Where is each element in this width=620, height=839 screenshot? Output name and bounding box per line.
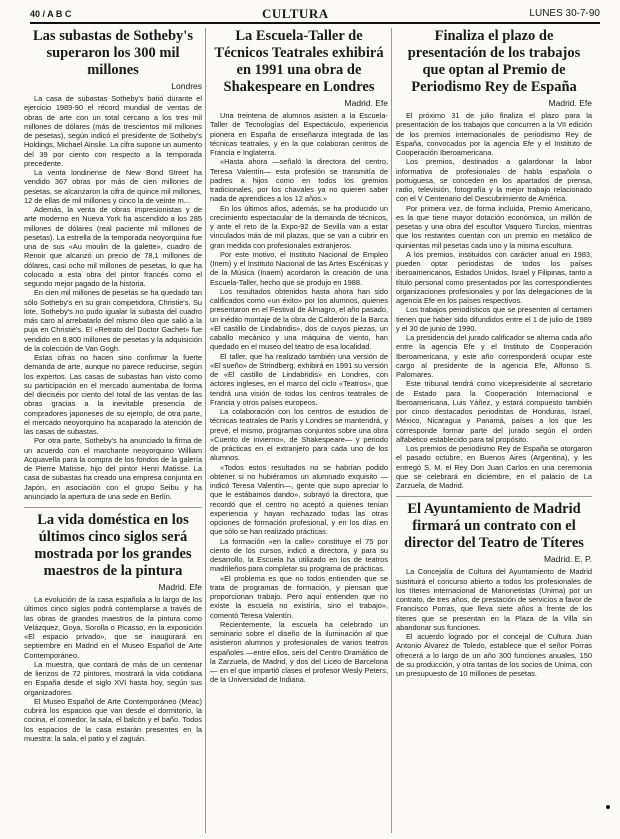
article-paragraph: En cien mil millones de pesetas se ha quedado tan sólo Sotheby's en su gran competidora, Christie's. Su lote, Sotheby's no pudo igualar la subasta del cuadro más caro al arrebatarlo del mismo óleo que salió a la puja en Christie's. El «Retrato del Doctor Gachet» fue vendido en 8.800 millones de pesetas y la adquisición de la colección de Van Gogh. [24, 288, 202, 353]
column-3 [396, 28, 592, 835]
margin-dot-mark [606, 805, 610, 809]
column-1 [24, 28, 202, 835]
article-premio-periodismo [396, 28, 592, 490]
page-header [30, 6, 600, 24]
article-headline: Las subastas de Sotheby's superaron los 300 mil millones [33, 28, 193, 78]
article-ayuntamiento-titeres [396, 496, 592, 678]
article-paragraph: Recientemente, la escuela ha celebrado un seminario sobre el diseño de la iluminación al que asistieron alumnos y profesionales de varios teatros españoles —entre ellos, seis del Centro Dramático de la Zarzuela, de Madrid, y dos del Liceo de Barcelona— en el que impartió clases el profesor Wesly Peters, de la Universidad de Indiana. [210, 619, 388, 685]
article-sothebys [24, 28, 202, 501]
article-paragraph: La colaboración con los centros de estudios de técnicas teatrales de París y Londres se mantendrá, y prevé, el mismo, programas conjuntos sobre una obra «Cuento de invierno», de Shakespeare— y periodo de prácticas en el extranjero para cada uno de los alumnos. [210, 407, 388, 463]
issue-date: LUNES 30-7-90 [529, 8, 600, 19]
article-paragraph: Este tribunal tendrá como vicepresidente al secretario de Estado para la Cooperación Internacional e Iberoamericana, Luis Yáñez, y estará compuesto también por cinco destacados periodistas de Honduras, Israel, México, Nicaragua y Panamá, países a los que les corresponde formar parte del jurado según el orden alfabético establecido para tal propósito. [396, 379, 592, 444]
article-paragraph: En los últimos años, además, se ha producido un crecimiento espectacular de la demanda de técnicos, y ante el reto de la Expo-92 de Sevilla van a estar vinculados más de mil plazas, que se van a cubrir en gran medida con profesionales extranjeros. [210, 203, 388, 250]
article-paragraph: Los trabajos periodísticos que se presenten al certamen tienen que haber sido difundidos entre el 1 de julio de 1989 y el 30 de junio de 1990. [396, 305, 592, 333]
article-headline: La Escuela-Taller de Técnicos Teatrales exhibirá en 1991 una obra de Shakespeare en Londres [214, 28, 384, 95]
article-headline: El Ayuntamiento de Madrid firmará un contrato con el director del Teatro de Títeres [404, 501, 584, 552]
article-headline: La vida doméstica en los últimos cinco siglos será mostrada por los grandes maestros de la pintura [34, 512, 192, 579]
article-paragraph: El Museo Español de Arte Contemporáneo (Meac) cubrirá los espacios que van desde el dormitorio, la cocina, el comedor, la sala, el balcón y el baño. Todos los espacios de la casa estarán presentes en la muestra: la sala, el patio y el zaguán. [24, 696, 202, 743]
article-paragraph: El acuerdo logrado por el concejal de Cultura Juan Antonio Álvarez de Toledo, establece que el señor Porras ofrecerá a lo largo de un año 300 funciones anuales, 150 de su producción, y otra tantas de los socios de Unima, con un presupuesto de 10 millones de pesetas. [396, 632, 592, 678]
article-paragraph: La muestra, que contará de más de un centenar de lienzos de 72 pintores, mostrará la vida cotidiana en España desde el siglo XVI hasta hoy, según sus organizadores. [24, 659, 202, 697]
article-vida-domestica [24, 507, 202, 743]
article-paragraph: «Hasta ahora —señaló la directora del centro, Teresa Valentín— esta profesión se transmitía de padres a hijos como en todos los gremios tradicionales, por los chavales ya no quieren saber nada de aprendices a los 12 años.» [210, 157, 388, 204]
article-paragraph: Por otra parte, Sotheby's ha anunciado la firma de un acuerdo con el marchante neoyorquino William Acquavella para la compra de los fondos de la galería de Pierre Matisse, hijo del pintor Henri Matisse. La casa de subastas ha creado una empresa conjunta en Japón, en asociación con el grupo Seibu y ha anunciado la apertura de una sede en Berlín. [24, 436, 202, 501]
article-byline: Madrid. Efe [158, 582, 202, 592]
article-paragraph: A los premios, instituidos con carácter anual en 1983, pueden optar periodistas de todos los países iberoamericanos, Estados Unidos, Israel y Filipinas, tanto a título personal como presentados por las correspondientes organizaciones profesionales y por las delegaciones de la agencia Efe en los países respectivos. [396, 249, 592, 305]
article-paragraph: La formación «en la calle» constituye el 75 por ciento de los cursos, indicó a directora, y para su desarrollo, la Escuela ha utilizado en los de teatros madrileños para completar su programa de prácticas. [210, 536, 388, 574]
article-paragraph: Los resultados obtenidos hasta ahora han sido calificados como «un éxito» por los alumnos, quienes presentaron en el Festival de Almagro, el año pasado, un inédito montaje de la obra de Calderón de la Barca «El castillo de Lindabridis», dos de cuyos piezas, un caballo mecánico y una máquina de viento, han quedado en el museo del teatro de esa localidad. [210, 286, 388, 352]
article-paragraph: Los premios, destinados a galardonar la labor informativa de profesionales de habla española o portuguesa, se conceden en los apartados de prensa, radio, televisión, fotografía y la mejor trabajo relacionado con el V Centenario del Descubrimiento de América. [396, 157, 592, 204]
section-title: CULTURA [262, 6, 329, 21]
article-paragraph: Por primera vez, de forma incluida, Premio Americano, es la que tiene mayor dotación económica, un millón de pesetas y una obra del escultor Vaquero Turcios, mientras que los restantes cuentan con un premio en metálico de quinientas mil pesetas cada uno y la misma escultura. [396, 203, 592, 250]
article-paragraph: La evolución de la casa española a lo largo de los últimos cinco siglos podrá contemplarse a través de las obras de grandes maestros de la pintura como Velázquez, Goya, Sorolla o Picasso, en la exposición «El espacio privado», que se inaugurará en septiembre en Madrid en el Museo Español de Arte Contemporáneo. [24, 595, 202, 660]
article-paragraph: «El problema es que no todos entienden que se trata de programas de formación, y piensan que proporcionan trabajo. Pero aquí entienden que no existe la escuela no existiría, sino el trabajo», comentó Teresa Valentín. [210, 573, 388, 620]
article-escuela-taller [210, 28, 388, 685]
article-paragraph: El taller, que ha realizado también una versión de «El sueño» de Strindberg, exhibirá en 1991 su versión de «El castillo de Lindabridis» en Londres, con actores ingleses, en el marco del ciclo «Teatros», que tendrá una visión de todos los centros teatrales de Francia y otros países europeos. [210, 351, 388, 407]
page-number: 40 / A B C [30, 9, 72, 19]
article-paragraph: La casa de subastas Sotheby's batió durante el ejercicio 1989-90 el récord mundial de ventas de obras de arte con un total cercano a los tres mil millones de dólares (más de trescientos mil millones de pesetas), según indicó el presidente de Sotheby's Holdings, Michael Ainslie. La cifra supone un aumento del 39 por ciento con respecto a la temporada precedente. [24, 94, 202, 168]
column-2 [210, 28, 388, 835]
column-divider [391, 28, 392, 833]
article-byline: Madrid. E. P. [543, 554, 592, 565]
article-paragraph: Además, la venta de obras impresionistas y de arte moderno en Nueva York ha ascendido a los 285 millones de dólares (real paciente mil millones de pesetas). La estrella de la temporada neoyorquina fue una de sus «Au moulin de la galette», cuadro de Renoir que alcanzó un precio de 78,1 millones de dólares, casi ocho mil millones de pesetas, lo que ha colocado a esta obra del pintor francés como el segundo mejor pagado de la historia. [24, 205, 202, 288]
article-paragraph: La venta londinense de New Bond Street ha vendido 367 obras por más de cien millones de pesetas, se alcanzaron la cifra de quince mil millones, 12 de ellas de mil millones y cinco la de veinte m... [24, 168, 202, 205]
article-paragraph: «Todos estos resultados no se habrían podido obtener si no hubiéramos un alumnado exquisito —indicó Teresa Valentín—, gente que supo apreciar lo que le estábamos dando», subrayó la directora, que recordó que el centro no aceptó a quienes tenían experiencia y hayan rechazado todas las otras opciones de formación profesional, y en los días en que sólo se han realizado prácticas. [210, 462, 388, 537]
article-paragraph: Los premios de periodismo Rey de España se otorgaron el pasado octubre, en Buenos Aires (Argentina), y les entregó S. M. el Rey Don Juan Carlos en una ceremonia que se celebrará en diciembre, en el palacio de La Zarzuela, de Madrid. [396, 444, 592, 490]
article-headline: Finaliza el plazo de presentación de los trabajos que optan al Premio de Periodismo Rey de España [407, 28, 581, 95]
column-divider [205, 28, 206, 833]
article-paragraph: La presidencia del jurado calificador se alterna cada año entre la agencia Efe y el Instituto de Cooperación Iberoamericana, y este año corresponderá ocupar este cargo al presidente de la agencia Efe, Alfonso S. Palomares. [396, 333, 592, 379]
article-paragraph: Estas cifras no hacen sino confirmar la fuerte demanda de arte, aunque no parece reducirse, según los expertos. Las casas de subastas han visto como su participación en el mercado aumentaba de forma del dieciséis por ciento del total de las ventas de las obras gracias a la inevitable presencia de compradores japoneses de su ejemplo, de otra parte, el mercado neoyorquino ha acaparado la atención de las casas de subastas. [24, 353, 202, 436]
article-byline: Londres [171, 81, 202, 91]
article-paragraph: El próximo 31 de julio finaliza el plazo para la presentación de los trabajos que concurren a la VII edición de los premios internacionales de periodismo Rey de España, convocados por la agencia Efe y el Instituto de Cooperación Iberoamericana. [396, 111, 592, 157]
article-paragraph: Una treintena de alumnos asisten a la Escuela-Taller de Tecnologías del Espectáculo, experiencia pionera en España de enseñanza integrada de las técnicas teatrales, y en la que colaboran centros de Francia e Inglaterra. [210, 111, 388, 157]
article-byline: Madrid. Efe [548, 98, 592, 108]
article-paragraph: Por este motivo, el Instituto Nacional de Empleo (Inem) y el Instituto Nacional de las Artes Escénicas y de la Música (Inaem) acordaron la creación de una Escuela-Taller, hecho que se produjo en 1988. [210, 249, 388, 287]
article-paragraph: La Concejalía de Cultura del Ayuntamiento de Madrid sustituirá el concurso abierto a todos los profesionales de los títeres internacional de Marionetistas (Unima) por un contrato, de tres años, de prestación de servicios a favor de Francisco Porras, que lleva siete años a frente de los títeres que se presentan en la Plaza de la Villa sin abandonar sus funciones. [396, 567, 592, 632]
article-byline: Madrid. Efe [344, 98, 388, 108]
